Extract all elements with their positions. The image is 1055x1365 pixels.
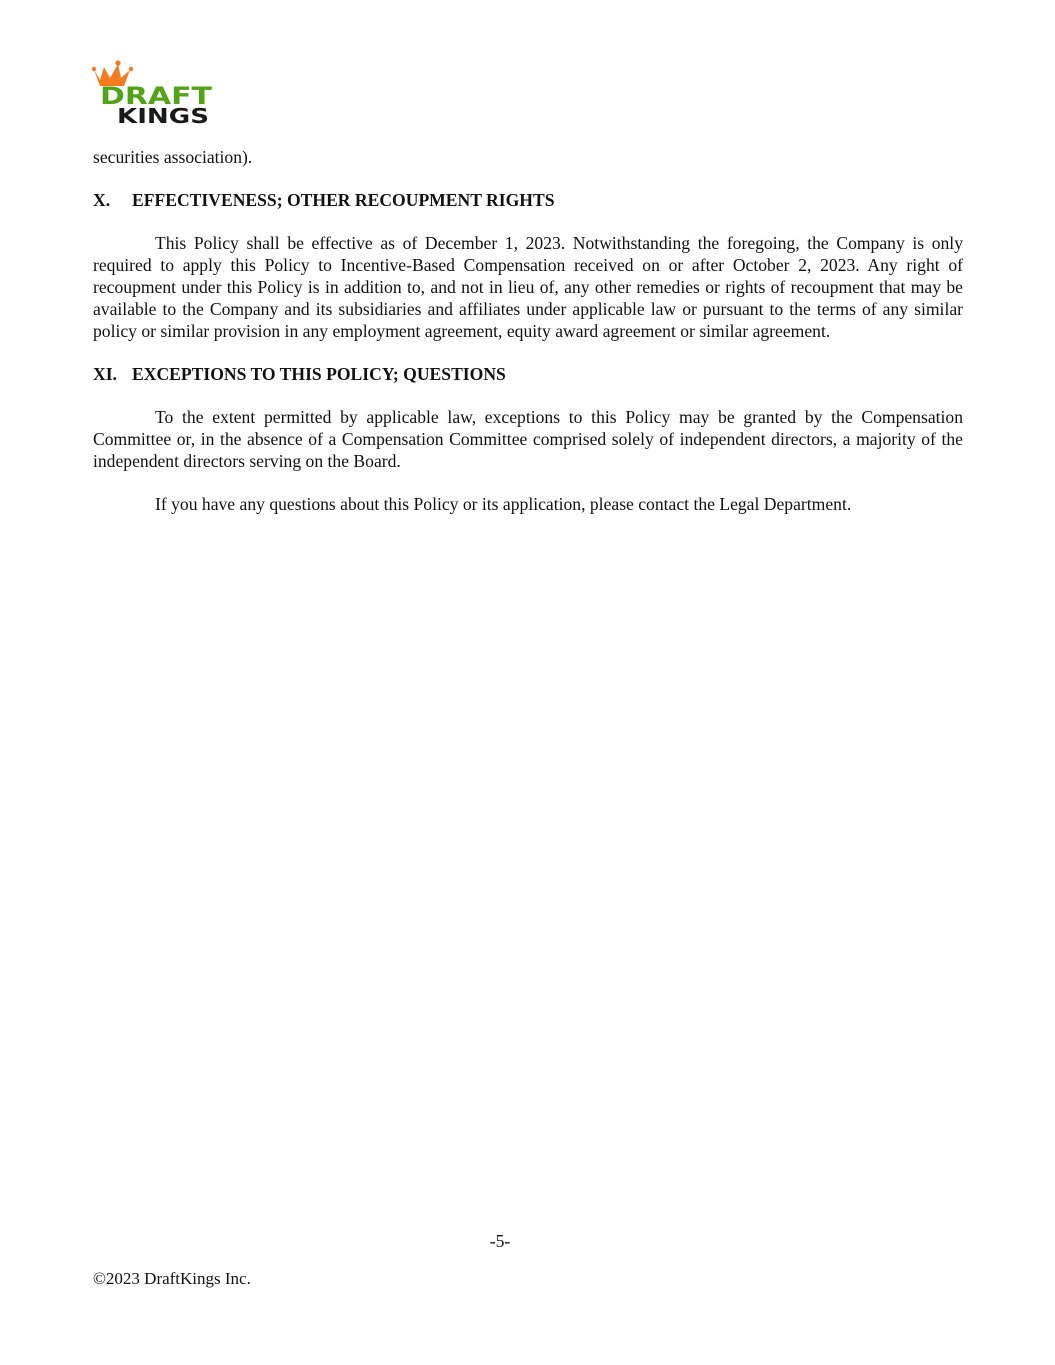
document-body	[93, 146, 963, 536]
continuation-text: securities association).	[93, 147, 253, 167]
draftkings-logo	[90, 60, 215, 126]
section-number: XI.	[93, 364, 117, 384]
paragraph: To the extent permitted by applicable law, exceptions to this Policy may be granted by the Compensation Committee or, in the absence of a Compensation Committee comprised solely of independent directors, a majority of the independent directors serving on the Board.	[93, 407, 963, 471]
logo-draft-text: DRAFT	[100, 82, 213, 110]
draftkings-logo-graphic	[90, 60, 215, 126]
section-heading-x	[93, 189, 963, 211]
footer-copyright: ©2023 DraftKings Inc.	[93, 1269, 251, 1288]
logo-kings-text: KINGS	[117, 104, 209, 126]
page-number: -5-	[489, 1231, 511, 1251]
paragraph: This Policy shall be effective as of December 1, 2023. Notwithstanding the foregoing, the Company is only required to apply this Policy to Incentive-Based Compensation received on or after October 2, 2023. Any right of recoupment under this Policy is in addition to, and not in lieu of, any other remedies or rights of recoupment that may be available to the Company and its subsidiaries and affiliates under applicable law or pursuant to the terms of any similar policy or similar provision in any employment agreement, equity award agreement or similar agreement.	[93, 233, 963, 341]
section-number: X.	[93, 190, 111, 210]
paragraph: If you have any questions about this Policy or its application, please contact the Legal Department.	[155, 494, 852, 514]
section-title: EFFECTIVENESS; OTHER RECOUPMENT RIGHTS	[132, 190, 555, 210]
section-title: EXCEPTIONS TO THIS POLICY; QUESTIONS	[132, 364, 506, 384]
section-heading-xi	[93, 363, 963, 385]
